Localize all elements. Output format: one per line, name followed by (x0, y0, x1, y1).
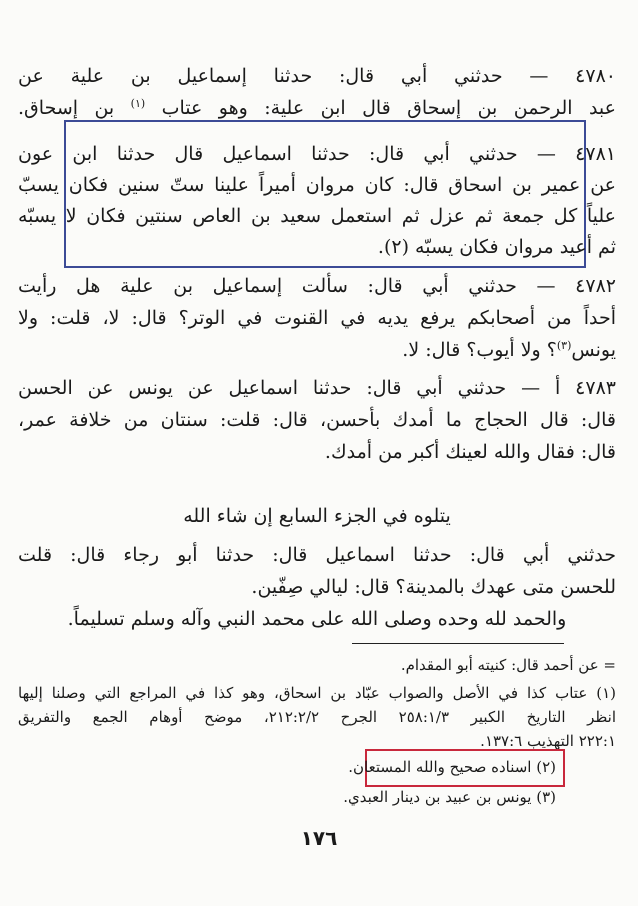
closing-line-3: والحمد لله وحده وصلى الله على محمد النبي وآله وسلم تسليماً. (67, 608, 567, 630)
text-segment: ؟ ولا أيوب؟ قال: لا. (402, 339, 557, 361)
hadith-4783-line-3: قال: فقال والله لعينك أكبر من أمدك. (324, 441, 616, 463)
footnote-1-line-1: (١) عتاب كذا في الأصل والصواب عبّاد بن اسحاق، وهو كذا في المراجع التي وصلنا إليها (18, 684, 616, 702)
hadith-4782-line-3 (18, 336, 616, 366)
hadith-4781-line-4: ثم أعيد مروان فكان يسبّه (٢). (377, 236, 616, 258)
text-segment: عبد الرحمن بن إسحاق قال ابن علية: وهو عتاب (161, 97, 616, 119)
text-segment: بن إسحاق. (18, 97, 115, 119)
footnote-1-line-3: ٢٢٢:١ التهذيب ١٣٧:٦. (480, 732, 616, 750)
footnote-1-line-2: انظر التاريخ الكبير ٢٥٨:١/٣ الجرح ٢١٢:٢/٢، موضح أوهام الجمع والتفريق (18, 708, 616, 726)
hadith-4782-line-2: أحداً من أصحابكم يرفع يديه في القنوت في الوتر؟ قال: لا، قلت: ولا (18, 307, 616, 329)
hadith-4781-heading: ٤٧٨١ — حدثني أبي قال: حدثنا اسماعيل قال حدثنا ابن عون (18, 143, 616, 165)
hadith-4783-line-2: قال: قال الحجاج ما أمدك بأحسن، قال: قلت: سنتان من خلافة عمر، (18, 409, 616, 431)
next-part-note: يتلوه في الجزء السابع إن شاء الله (183, 505, 451, 527)
footnote-2: (٢) اسناده صحيح والله المستعان. (348, 758, 556, 776)
footnote-marker: (٣) (556, 339, 572, 352)
hadith-4781-line-2: عن عمير بن اسحاق قال: كان مروان أميراً علينا ستّ سنين فكان يسبّ (18, 174, 616, 196)
hadith-4783-heading: ٤٧٨٣ أ — حدثني أبي قال: حدثنا اسماعيل عن يونس عن الحسن (18, 377, 616, 399)
hadith-4782-heading: ٤٧٨٢ — حدثني أبي قال: سألت إسماعيل بن علية هل رأيت (18, 275, 616, 297)
footnote-3: (٣) يونس بن عبيد بن دينار العبدي. (343, 788, 556, 806)
text-segment: يونس (571, 339, 616, 361)
footnote-divider (352, 643, 564, 644)
footnote-marker: (١) (130, 97, 146, 110)
hadith-4780-heading: ٤٧٨٠ — حدثني أبي قال: حدثنا إسماعيل بن علية عن (18, 65, 616, 87)
footnote-continuation: = عن أحمد قال: كنيته أبو المقدام. (400, 656, 616, 674)
closing-line-2: للحسن متى عهدك بالمدينة؟ قال: ليالي صِفّين. (251, 576, 616, 598)
hadith-4781-line-3: علياً كل جمعة ثم عزل ثم استعمل سعيد بن العاص سنتين فكان لا يسبّه (18, 205, 616, 227)
page-number: ١٧٦ (300, 826, 338, 850)
closing-line-1: حدثني أبي قال: حدثنا اسماعيل قال: حدثنا أبو رجاء قال: قلت (18, 544, 616, 566)
